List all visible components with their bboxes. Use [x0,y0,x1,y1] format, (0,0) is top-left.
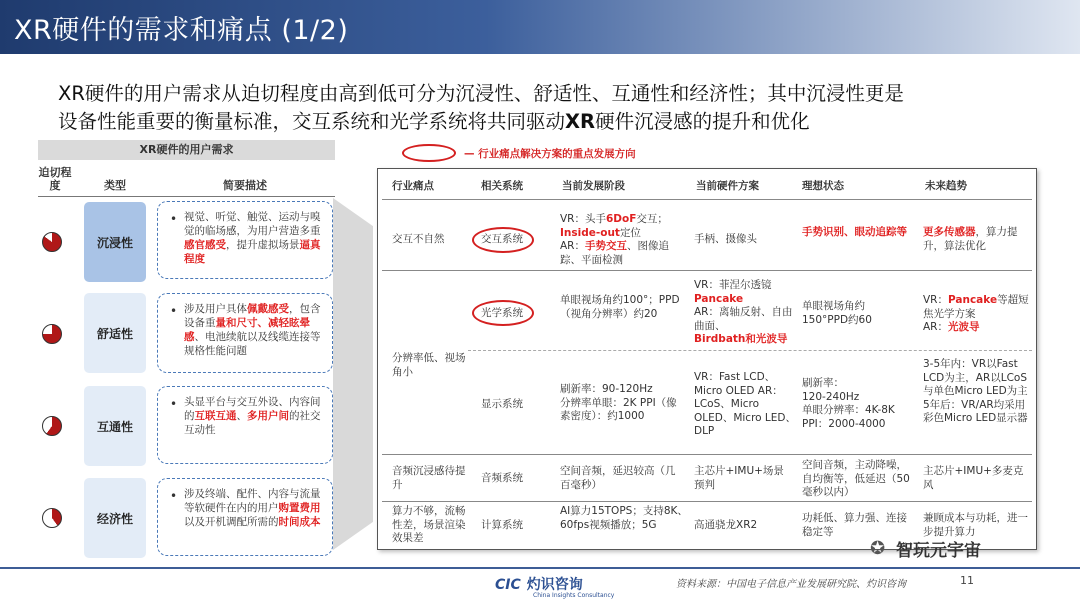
th-ideal: 理想状态 [802,180,844,192]
cell-ideal-4: 空间音频，主动降噪，自均衡等，低延迟（50毫秒以内） [802,459,910,498]
cell-pain-1: 交互不自然 [392,233,445,245]
col-desc: 简要描述 [223,179,267,192]
cell-stage-1: VR：头手6DoF交互； Inside-out定位 AR：手势交互、图像追踪、平面检测 [560,213,669,266]
cic-logo: CIC 灼识咨询 China Insights Consultancy [495,577,615,599]
desc-economy: • 涉及终端、配件、内容与流量等软硬件在内的用户购置费用以及开机调配所需的时间成本 [157,478,333,556]
cell-trend-5: 兼顾成本与功耗，进一步提升算力 [923,512,1028,538]
type-economy: 经济性 [84,478,146,558]
cell-trend-2: VR：Pancake等超短焦光学方案 AR：光波导 [923,294,1029,333]
cell-trend-1: 更多传感器，算力提升，算法优化 [923,226,1018,252]
urgency-pie-icon [42,232,62,252]
cell-stage-4: 空间音频，延迟较高（几百毫秒） [560,465,676,491]
desc-comfort: • 涉及用户具体佩戴感受，包含设备重量和尺寸、减轻眩晕感、电池续航以及线缆连接等规格性能问题 [157,293,333,373]
cell-ideal-3: 刷新率： 120-240Hz 单眼分辨率：4K-8K PPI：2000-4000 [802,377,895,430]
subtitle-line-2: 设备性能重要的衡量标准，交互系统和光学系统将共同驱动XR硬件沉浸感的提升和优化 [58,110,810,133]
type-comfort: 舒适性 [84,293,146,373]
highlight-oval-icon [472,227,534,253]
cell-ideal-2: 单眼视场角约150°PPD约60 [802,300,872,326]
cell-system-2: 光学系统 [481,307,523,319]
cell-trend-4: 主芯片+IMU+多麦克风 [923,465,1024,491]
subtitle-line-1: XR硬件的用户需求从迫切程度由高到低可分为沉浸性、舒适性、互通性和经济性；其中沉浸性更是 [58,82,904,105]
th-hw: 当前硬件方案 [696,180,759,192]
cell-hw-3: VR：Fast LCD、Micro OLED AR：LCoS、Micro OLED、Micro LED、DLP [694,371,797,437]
cell-hw-5: 高通骁龙XR2 [694,519,758,531]
cell-pain-2: 分辨率低、视场角小 [392,352,466,378]
cell-hw-2: VR：菲涅尔透镜 Pancake AR：离轴反射、自由曲面、 Birdbath和光波导 [694,279,793,345]
bullet-icon: • [170,304,178,318]
cell-stage-5: AI算力15TOPS；支持8K、60fps视频播放；5G [560,505,688,531]
col-urgency: 迫切程度 [38,166,72,192]
source-note: 资料来源：中国电子信息产业发展研究院、灼识咨询 [676,579,906,590]
slide-title: XR硬件的需求和痛点 (1/2) [14,15,349,46]
user-needs-header: XR硬件的用户需求 [38,140,335,160]
row-rule-dashed [468,350,1032,351]
cell-trend-3: 3-5年内：VR以Fast LCD为主，AR以LCoS与单色Micro LED为主 5年后：VR/AR均采用彩色Micro LED显示器 [923,358,1028,424]
cell-ideal-1: 手势识别、眼动追踪等 [802,226,907,238]
desc-immersion: • 视觉、听觉、触觉、运动与嗅觉的临场感，为用户营造多重感官感受，提升虚拟场景逼真程度 [157,201,333,279]
row-rule [382,270,1032,271]
desc-interoperability: • 头显平台与交互外设、内容间的互联互通、多用户间的社交互动性 [157,386,333,464]
urgency-pie-icon [42,324,62,344]
slide-subtitle [58,80,1058,136]
cell-stage-2: 单眼视场角约100°；PPD（视角分辨率）约20 [560,294,680,320]
cell-ideal-5: 功耗低、算力强、连接稳定等 [802,512,907,538]
header-rule [382,199,1032,200]
cell-system-3: 显示系统 [481,398,523,410]
chevron-arrow [333,198,373,550]
cell-system-5: 计算系统 [481,519,523,531]
footer-rule [0,567,1080,569]
th-system: 相关系统 [481,180,523,192]
cell-hw-4: 主芯片+IMU+场景预判 [694,465,784,491]
th-pain: 行业痛点 [392,180,434,192]
row-rule [382,501,1032,502]
cell-stage-3: 刷新率：90-120Hz 分辨率单眼：2K PPI（像素密度）：约1000 [560,383,677,422]
title-bar [0,0,1080,54]
cell-pain-4: 音频沉浸感待提升 [392,465,466,491]
bullet-icon: • [170,397,178,411]
legend-ellipse-icon [402,144,456,162]
cell-system-4: 音频系统 [481,472,523,484]
page-number: 11 [960,574,974,587]
wechat-watermark: 智玩元宇宙 [896,541,981,561]
cell-pain-5: 算力不够，流畅性差，场景渲染效果差 [392,505,466,544]
type-interoperability: 互通性 [84,386,146,466]
divider [38,196,335,197]
bullet-icon: • [170,489,178,503]
wechat-icon: ✪ [870,538,886,559]
row-rule [382,454,1032,455]
pain-points-table [377,168,1037,550]
highlight-oval-icon [472,300,534,326]
urgency-pie-icon [42,416,62,436]
cell-system-1: 交互系统 [481,233,523,245]
cell-hw-1: 手柄、摄像头 [694,233,757,245]
legend-text: — 行业痛点解决方案的重点发展方向 [464,148,636,160]
th-stage: 当前发展阶段 [562,180,625,192]
bullet-icon: • [170,212,178,226]
th-trend: 未来趋势 [925,180,967,192]
urgency-pie-icon [42,508,62,528]
type-immersion: 沉浸性 [84,202,146,282]
col-type: 类型 [104,179,126,192]
